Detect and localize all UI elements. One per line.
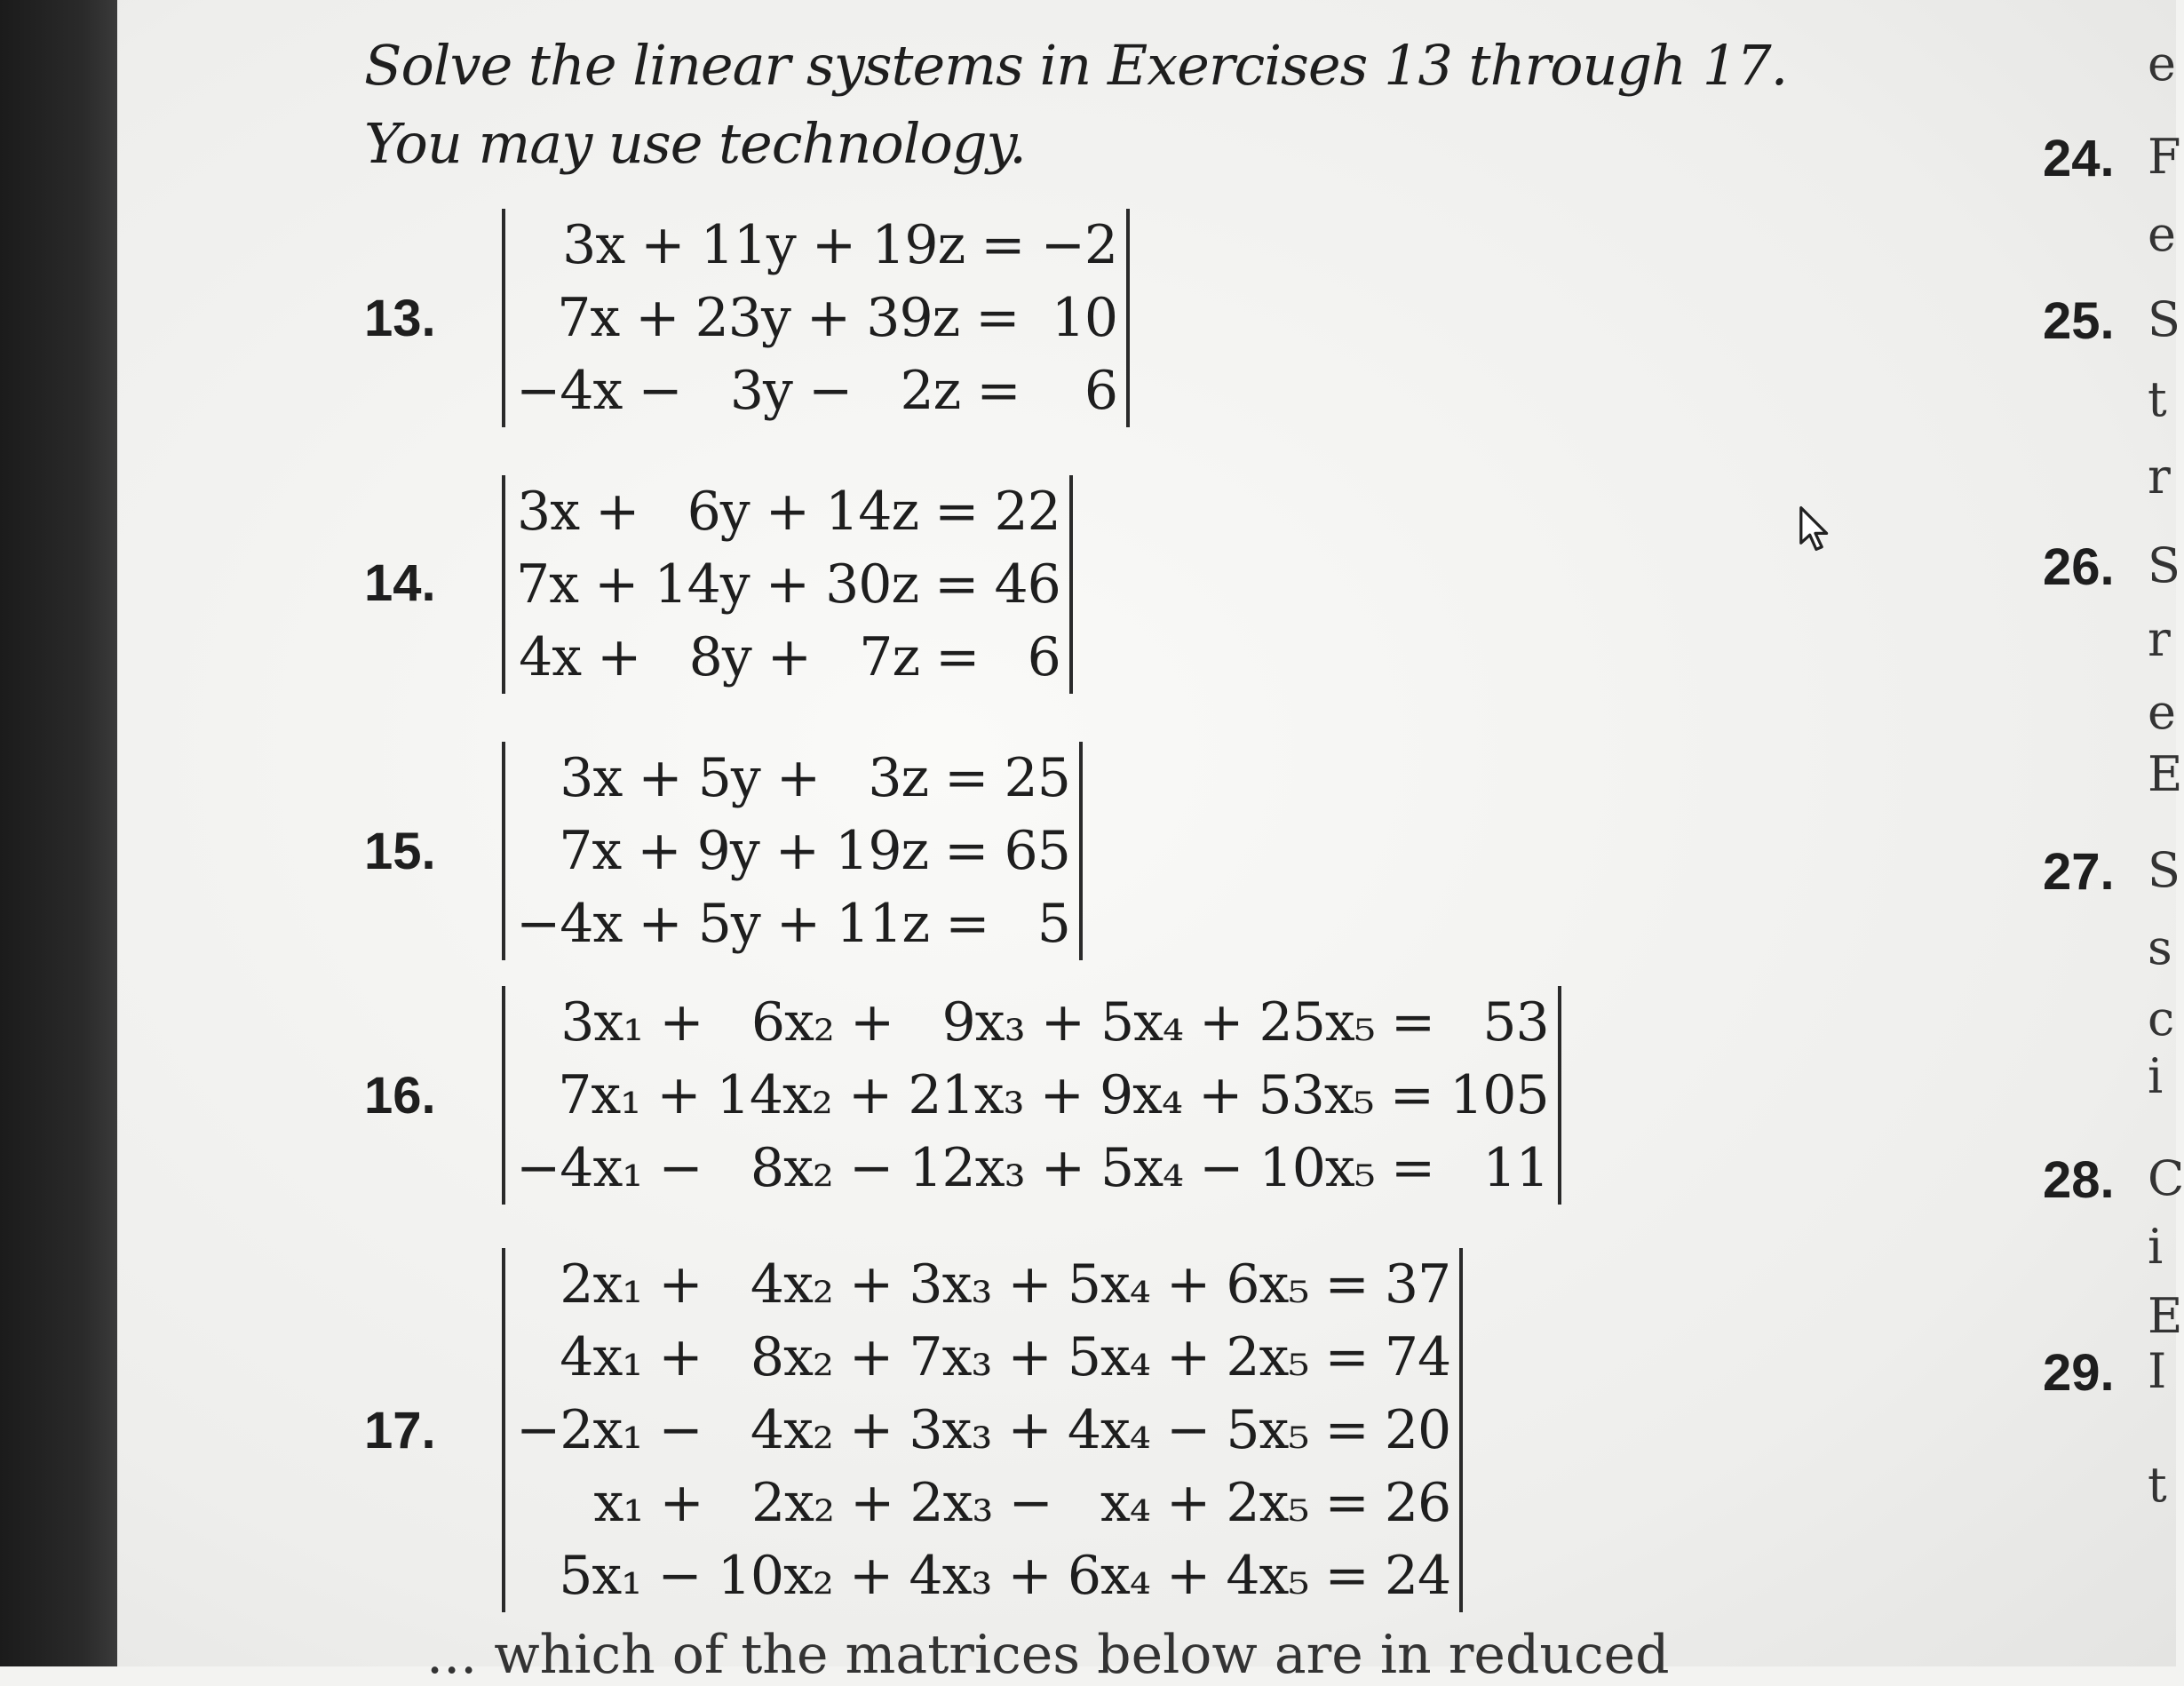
text-fragment: t: [2148, 371, 2167, 427]
equation: 3x₁ + 6x₂ + 9x₃ + 5x₄ + 25x₅ = 53: [560, 991, 1549, 1054]
equation: 7x₁ + 14x₂ + 21x₃ + 9x₄ + 53x₅ = 105: [558, 1064, 1549, 1126]
exercise-number: 14.: [364, 554, 436, 612]
text-fragment: F: [2148, 129, 2181, 185]
text-fragment: c: [2148, 990, 2175, 1046]
equation: 7x + 9y + 19z = 65: [559, 820, 1070, 882]
equation: 3x + 5y + 3z = 25: [560, 747, 1070, 809]
equation-system: [502, 1248, 1463, 1612]
equation: −4x − 3y − 2z = 6: [516, 360, 1118, 422]
text-fragment: S: [2148, 291, 2180, 347]
text-fragment: i: [2148, 1219, 2164, 1275]
text-fragment: E: [2148, 1288, 2183, 1344]
exercise-number: 27.: [2043, 843, 2115, 901]
text-fragment: t: [2148, 1457, 2167, 1513]
exercise-number: 29.: [2043, 1344, 2115, 1402]
exercise-number: 26.: [2043, 538, 2115, 596]
text-fragment: e: [2148, 36, 2176, 91]
equation-system: [502, 986, 1561, 1205]
instructions-text: Solve the linear systems in Exercises 13 through 17. You may use technology.: [364, 33, 1788, 176]
text-fragment: i: [2148, 1048, 2164, 1104]
exercise-number: 28.: [2043, 1151, 2115, 1209]
text-fragment: e: [2148, 206, 2176, 262]
exercise-number: 24.: [2043, 130, 2115, 187]
mouse-cursor-icon: [1796, 505, 1835, 553]
text-fragment: e: [2148, 684, 2176, 740]
equation-system: [502, 742, 1083, 960]
text-fragment: r: [2148, 611, 2171, 667]
equation: 7x + 14y + 30z = 46: [516, 553, 1060, 616]
exercise-number: 13.: [364, 290, 436, 347]
exercise-number: 17.: [364, 1402, 436, 1459]
equation: 4x + 8y + 7z = 6: [519, 626, 1060, 688]
text-fragment: S: [2148, 842, 2180, 898]
equation: −4x₁ − 8x₂ − 12x₃ + 5x₄ − 10x₅ = 11: [516, 1137, 1549, 1199]
text-fragment: s: [2148, 919, 2172, 975]
equation: 4x₁ + 8x₂ + 7x₃ + 5x₄ + 2x₅ = 74: [560, 1326, 1451, 1388]
equation: 7x + 23y + 39z = 10: [557, 287, 1118, 349]
exercise-number: 15.: [364, 823, 436, 880]
equation: 3x + 11y + 19z = −2: [562, 214, 1118, 276]
equation: −2x₁ − 4x₂ + 3x₃ + 4x₄ − 5x₅ = 20: [516, 1399, 1451, 1461]
text-fragment: r: [2148, 449, 2171, 505]
equation: 2x₁ + 4x₂ + 3x₃ + 5x₄ + 6x₅ = 37: [560, 1253, 1451, 1316]
equation: 5x₁ − 10x₂ + 4x₃ + 6x₄ + 4x₅ = 24: [559, 1545, 1451, 1607]
equation-system: [502, 209, 1130, 427]
monitor-bezel: [0, 0, 117, 1666]
equation: x₁ + 2x₂ + 2x₃ − x₄ + 2x₅ = 26: [593, 1472, 1451, 1534]
equation-system: [502, 475, 1073, 694]
text-fragment: E: [2148, 746, 2183, 802]
equation: 3x + 6y + 14z = 22: [517, 481, 1060, 543]
equation: −4x + 5y + 11z = 5: [516, 893, 1070, 955]
adjacent-column-cut-off: [2043, 0, 2184, 1666]
text-fragment: S: [2148, 537, 2180, 593]
exercise-number: 25.: [2043, 292, 2115, 350]
exercise-number: 16.: [364, 1067, 436, 1125]
cut-off-next-exercise-text: ... which of the matrices below are in reduced: [426, 1624, 1670, 1686]
text-fragment: C: [2148, 1150, 2184, 1206]
text-fragment: I: [2148, 1343, 2167, 1399]
